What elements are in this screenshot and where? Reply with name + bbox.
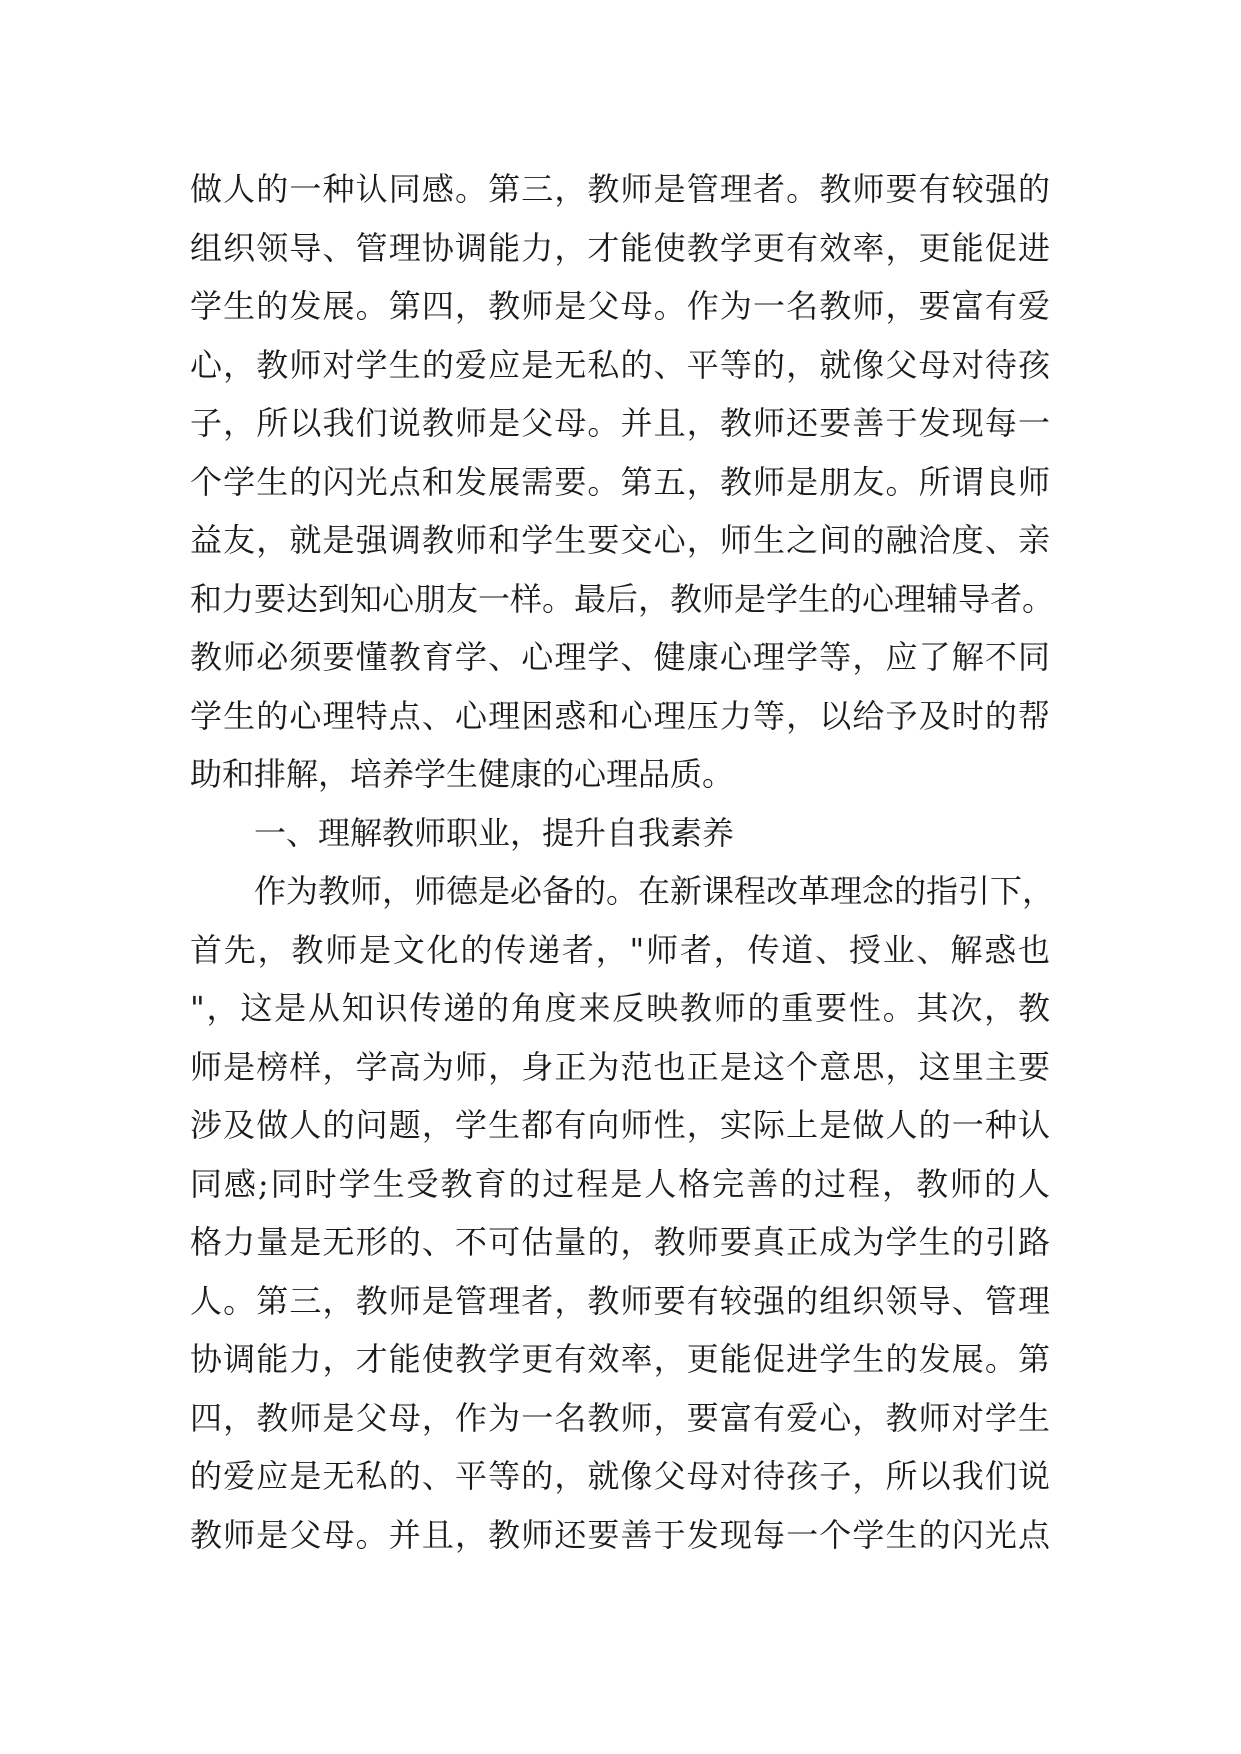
document-body [190,160,1055,1564]
section-heading: 一、理解教师职业，提升自我素养 [254,813,735,852]
text-line: 协调能力，才能使教学更有效率，更能促进学生的发展。第 [190,1340,1050,1378]
text-line: 同感;同时学生受教育的过程是人格完善的过程，教师的人 [190,1164,1050,1203]
text-line: 涉及做人的问题，学生都有向师性，实际上是做人的一种认 [190,1106,1050,1144]
text-line: 心，教师对学生的爱应是无私的、平等的，就像父母对待孩 [190,345,1050,384]
text-line: 学生的心理特点、心理困惑和心理压力等，以给予及时的帮 [190,696,1050,735]
text-line: 做人的一种认同感。第三，教师是管理者。教师要有较强的 [190,170,1050,208]
text-line: 格力量是无形的、不可估量的，教师要真正成为学生的引路 [190,1223,1050,1261]
text-line: "，这是从知识传递的角度来反映教师的重要性。其次，教 [190,989,1050,1027]
text-line: 的爱应是无私的、平等的，就像父母对待孩子，所以我们说 [190,1457,1050,1495]
text-line: 教师是父母。并且，教师还要善于发现每一个学生的闪光点 [190,1515,1050,1554]
text-line: 教师必须要懂教育学、心理学、健康心理学等，应了解不同 [190,638,1050,676]
text-line: 四，教师是父母，作为一名教师，要富有爱心，教师对学生 [190,1398,1050,1437]
text-line: 作为教师，师德是必备的。在新课程改革理念的指引下， [254,872,1055,910]
text-line: 个学生的闪光点和发展需要。第五，教师是朋友。所谓良师 [190,462,1050,501]
text-line: 和力要达到知心朋友一样。最后，教师是学生的心理辅导者。 [190,579,1055,618]
text-line: 子，所以我们说教师是父母。并且，教师还要善于发现每一 [190,404,1050,442]
text-line: 组织领导、管理协调能力，才能使教学更有效率，更能促进 [190,228,1050,267]
text-line: 益友，就是强调教师和学生要交心，师生之间的融洽度、亲 [190,521,1050,559]
text-line: 助和排解，培养学生健康的心理品质。 [190,755,735,793]
text-line: 学生的发展。第四，教师是父母。作为一名教师，要富有爱 [190,287,1050,325]
text-line: 人。第三，教师是管理者，教师要有较强的组织领导、管理 [190,1281,1050,1320]
text-line: 师是榜样，学高为师，身正为范也正是这个意思，这里主要 [190,1047,1050,1086]
text-line: 首先，教师是文化的传递者，"师者，传道、授业、解惑也 [190,930,1050,969]
